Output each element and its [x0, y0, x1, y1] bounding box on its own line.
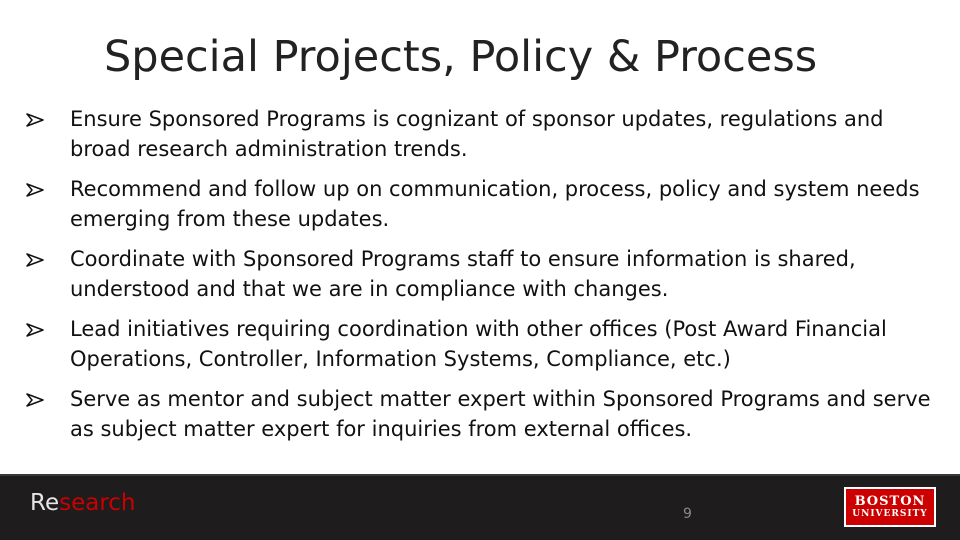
- bullet-text: Recommend and follow up on communication, process, policy and system needs emerging from these updates.: [70, 177, 920, 231]
- bullet-item: [20, 314, 940, 374]
- brand-text-part1: Re: [30, 490, 60, 516]
- bullet-item: [20, 384, 940, 444]
- slide-title: Special Projects, Policy & Process: [104, 32, 818, 82]
- footer-bar: [0, 474, 960, 540]
- bullet-item: [20, 104, 940, 164]
- bullet-text: Serve as mentor and subject matter expert within Sponsored Programs and serve as subject matter expert for inquiries from external offices.: [70, 387, 931, 441]
- footer-divider: [0, 474, 960, 476]
- logo-line2: UNIVERSITY: [852, 509, 928, 519]
- arrowhead-bullet-icon: [26, 183, 44, 197]
- logo-line1: BOSTON: [854, 494, 926, 509]
- arrowhead-bullet-icon: [26, 323, 44, 337]
- page-number: 9: [683, 506, 692, 522]
- arrowhead-bullet-icon: [26, 253, 44, 267]
- bullet-text: Ensure Sponsored Programs is cognizant of sponsor updates, regulations and broad research administration trends.: [70, 107, 884, 161]
- brand-text-part2: search: [59, 490, 136, 516]
- research-brand-logo: [30, 490, 136, 516]
- bullet-list: [20, 104, 940, 454]
- arrowhead-bullet-icon: [26, 113, 44, 127]
- arrowhead-bullet-icon: [26, 393, 44, 407]
- boston-university-logo: [844, 487, 936, 527]
- bullet-item: [20, 244, 940, 304]
- bullet-item: [20, 174, 940, 234]
- bullet-text: Lead initiatives requiring coordination with other offices (Post Award Financial Operations, Controller, Information Systems, Compliance, etc.): [70, 317, 887, 371]
- bullet-text: Coordinate with Sponsored Programs staff to ensure information is shared, understood and that we are in compliance with changes.: [70, 247, 856, 301]
